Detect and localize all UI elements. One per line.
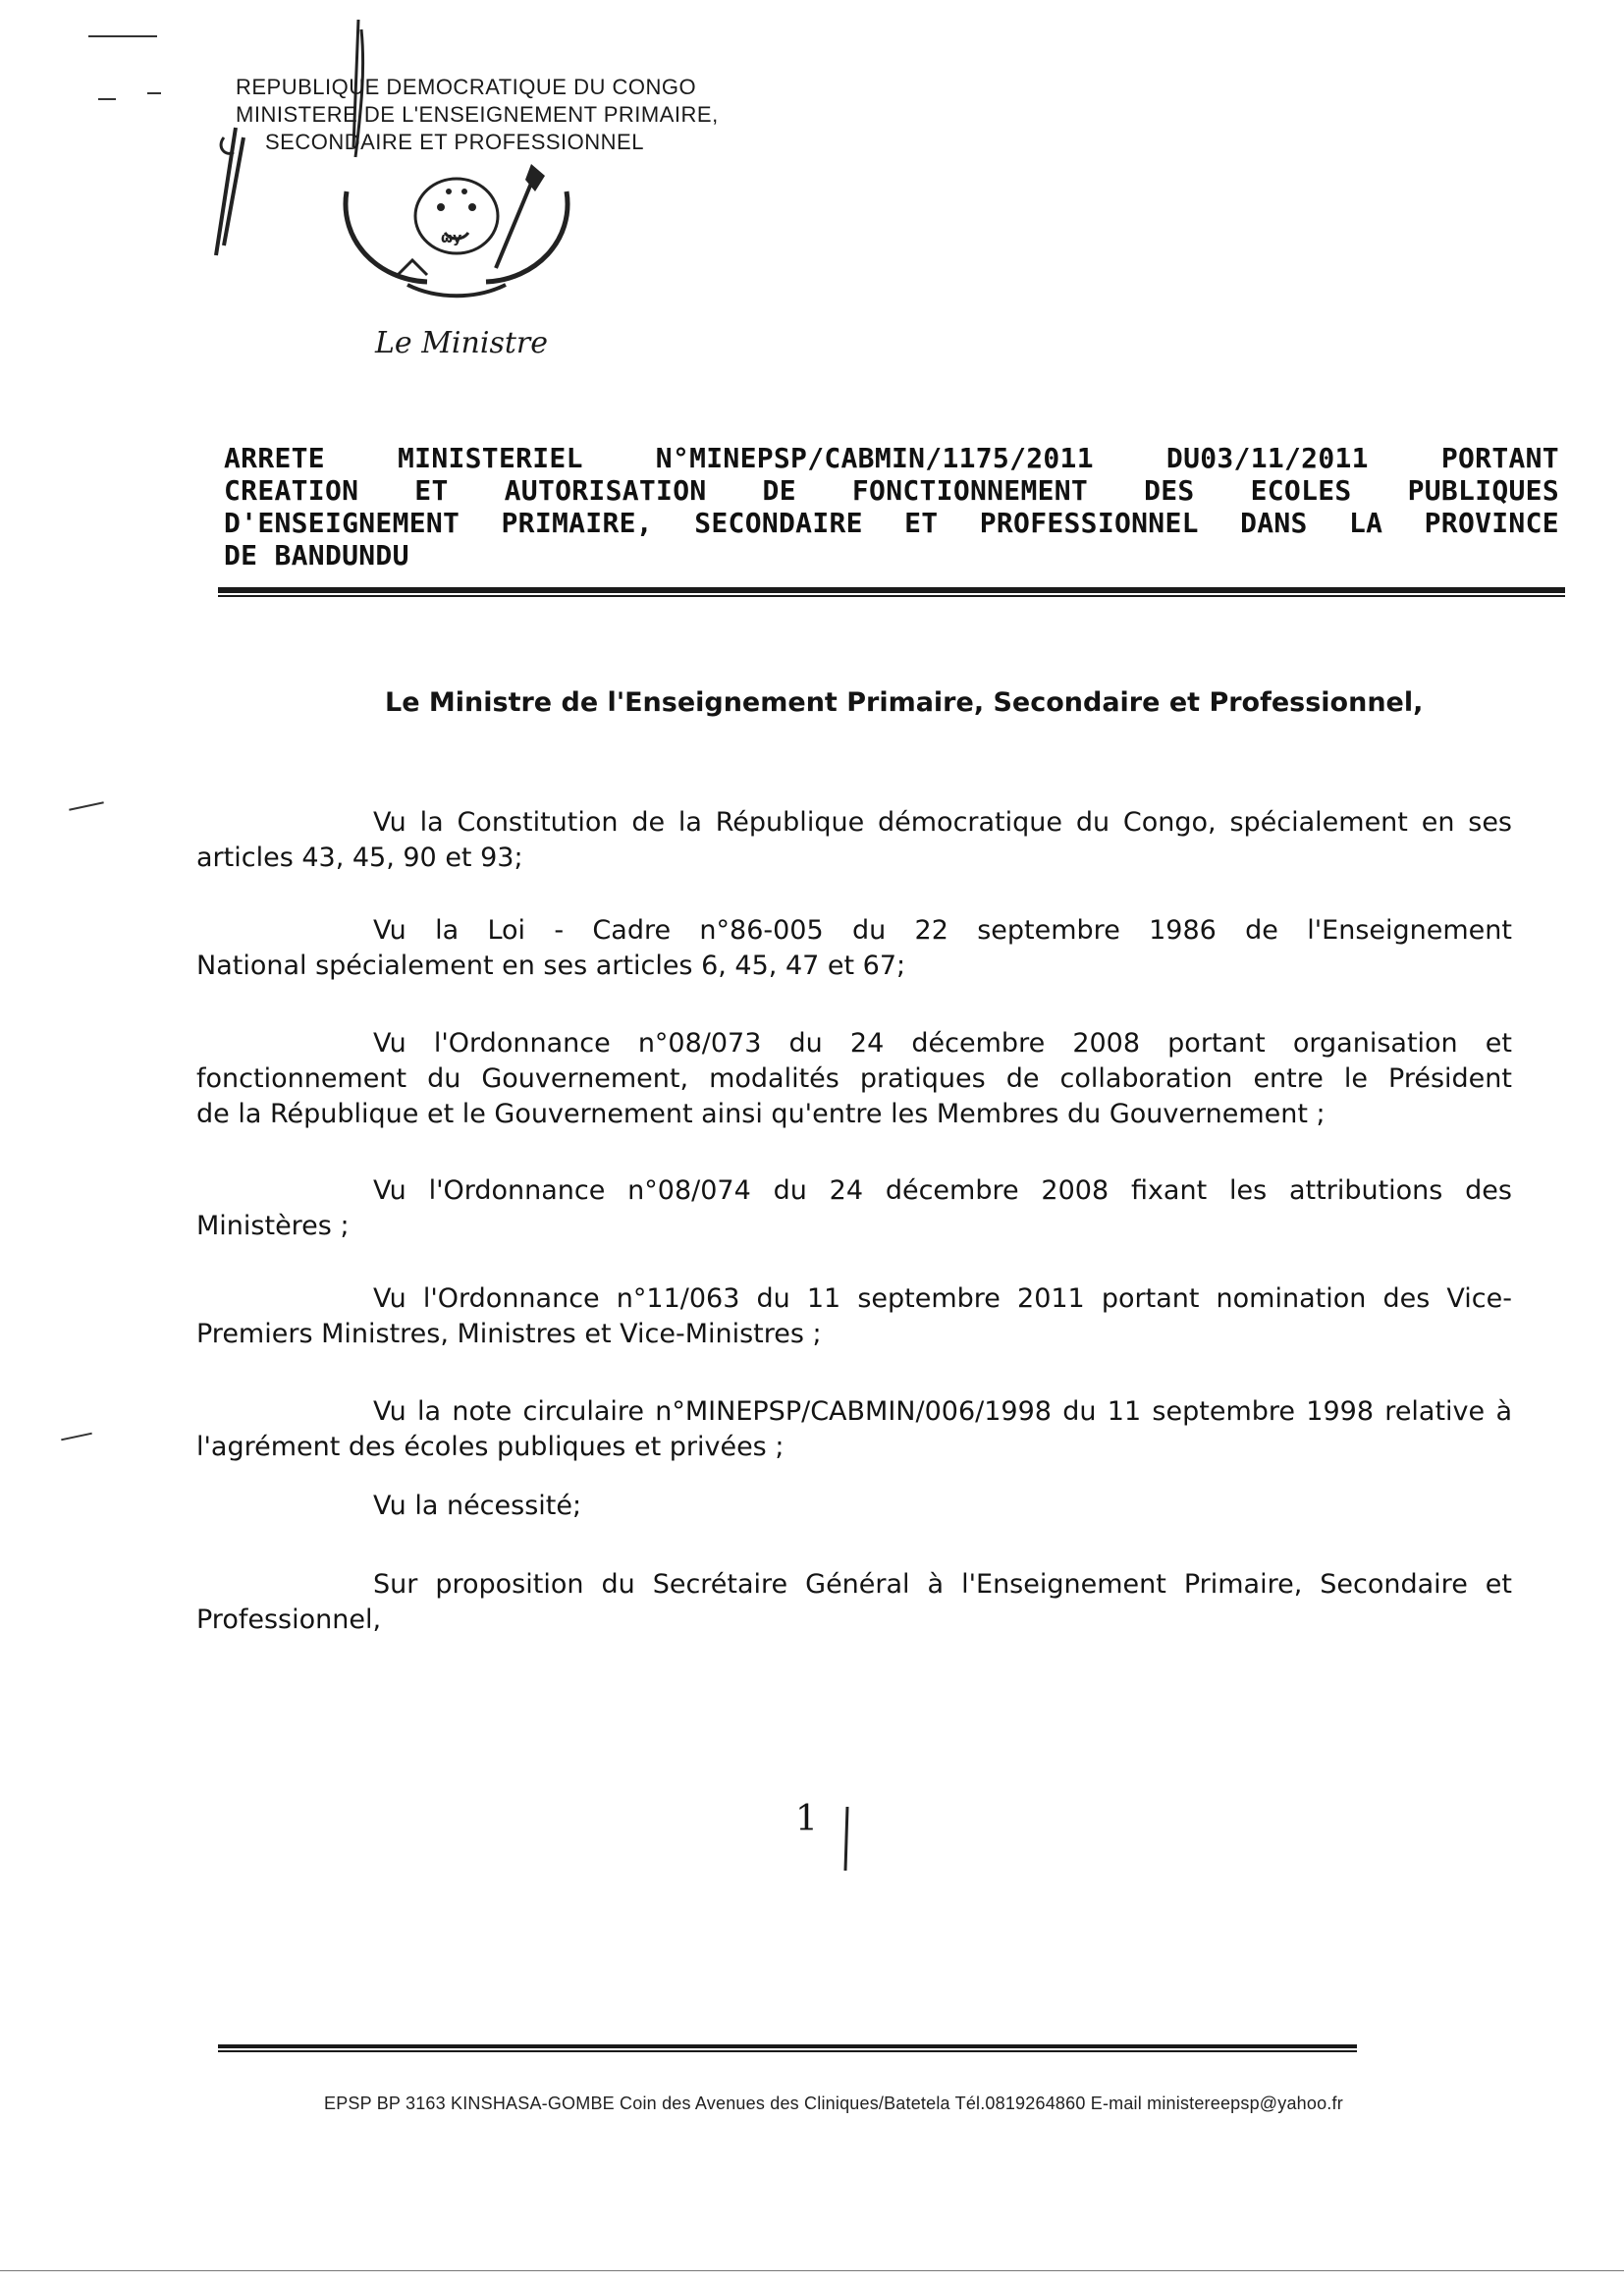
scan-edge [0, 2270, 1624, 2271]
title-word: D'ENSEIGNEMENT [224, 507, 460, 539]
title-word: ET [904, 507, 939, 539]
minister-heading: Le Ministre de l'Enseignement Primaire, Secondaire et Professionnel, [385, 687, 1424, 718]
title-word: ECOLES [1250, 474, 1352, 507]
title-line-3 [224, 507, 1559, 539]
footer-rule-thin [218, 2050, 1357, 2052]
recital-note-circulaire [196, 1394, 1512, 1465]
recital-last-line: Professionnel, [196, 1604, 382, 1635]
title-word: DE BANDUNDU [224, 539, 409, 571]
le-ministre-signature-title: Le Ministre [375, 326, 548, 360]
recital-ordonnance-11-063 [196, 1281, 1512, 1352]
recital-first-line: Vu la note circulaire n°MINEPSP/CABMIN/006/1998 du 11 septembre 1998 relative à [373, 1396, 1512, 1427]
recital-necessite [196, 1489, 1512, 1524]
svg-text:ωy: ωy [441, 231, 462, 246]
recital-last-line: Ministères ; [196, 1211, 350, 1241]
scan-mark [69, 801, 104, 810]
recital-first-line: Vu la nécessité; [373, 1491, 582, 1521]
recital-first-line: Vu la Constitution de la République démocratique du Congo, spécialement en ses [373, 807, 1512, 838]
recital-first-line: Vu l'Ordonnance n°08/073 du 24 décembre 2008 portant organisation et [373, 1028, 1512, 1059]
title-word: DU03/11/2011 [1165, 442, 1369, 474]
title-word: DANS [1240, 507, 1308, 539]
recital-first-line: Sur proposition du Secrétaire Général à l'Enseignement Primaire, Secondaire et [373, 1569, 1512, 1600]
scan-mark [61, 1433, 92, 1441]
recital-ordonnance-08-074 [196, 1173, 1512, 1244]
title-line-1 [224, 442, 1559, 474]
title-word: PUBLIQUES [1407, 474, 1559, 507]
recital-constitution [196, 805, 1512, 876]
title-word: PROVINCE [1424, 507, 1559, 539]
coat-of-arms-emblem [339, 162, 574, 304]
title-word: FONCTIONNEMENT [851, 474, 1089, 507]
title-word: DES [1144, 474, 1195, 507]
header-ministry-cont: SECONDAIRE ET PROFESSIONNEL [265, 130, 644, 154]
title-word: MINISTERIEL [398, 442, 583, 474]
title-line-4 [224, 539, 1559, 571]
footer-address: EPSP BP 3163 KINSHASA-GOMBE Coin des Avenues des Cliniques/Batetela Tél.0819264860 E-mail ministereepsp@yahoo.fr [324, 2094, 1343, 2113]
title-word: LA [1349, 507, 1383, 539]
recital-last-line: de la République et le Gouvernement ainsi qu'entre les Membres du Gouvernement ; [196, 1099, 1326, 1129]
scan-mark [147, 92, 161, 94]
title-underline-thin [218, 595, 1565, 597]
title-word: ARRETE [224, 442, 325, 474]
title-word: DE [762, 474, 796, 507]
title-word: PRIMAIRE, [501, 507, 653, 539]
recital-loi-cadre [196, 913, 1512, 984]
recital-last-line: National spécialement en ses articles 6, 45, 47 et 67; [196, 951, 906, 981]
recital-ordonnance-08-073 [196, 1026, 1512, 1132]
scan-mark [98, 98, 116, 100]
header-ministry: MINISTERE DE L'ENSEIGNEMENT PRIMAIRE, [236, 102, 719, 127]
title-word: PROFESSIONNEL [979, 507, 1199, 539]
recital-proposition [196, 1567, 1512, 1638]
header-republic: REPUBLIQUE DEMOCRATIQUE DU CONGO [236, 75, 697, 99]
recital-first-line: Vu l'Ordonnance n°11/063 du 11 septembre 2011 portant nomination des Vice- [373, 1283, 1512, 1314]
recital-last-line: Premiers Ministres, Ministres et Vice-Ministres ; [196, 1319, 822, 1349]
recital-first-line: Vu l'Ordonnance n°08/074 du 24 décembre 2008 fixant les attributions des [373, 1175, 1512, 1206]
recital-last-line: l'agrément des écoles publiques et privées ; [196, 1432, 785, 1462]
title-line-2 [224, 474, 1559, 507]
footer-rule [218, 2044, 1357, 2048]
page-number-initial [800, 1797, 859, 1876]
title-word: AUTORISATION [504, 474, 707, 507]
recital-middle-line: fonctionnement du Gouvernement, modalités pratiques de collaboration entre le Président [196, 1063, 1512, 1094]
title-word: CREATION [224, 474, 359, 507]
title-underline [218, 587, 1565, 593]
recital-first-line: Vu la Loi - Cadre n°86-005 du 22 septembre 1986 de l'Enseignement [373, 915, 1512, 946]
page-number-text: 1 [795, 1799, 818, 1839]
title-word: N°MINEPSP/CABMIN/1175/2011 [655, 442, 1094, 474]
title-word: SECONDAIRE [694, 507, 863, 539]
recital-last-line: articles 43, 45, 90 et 93; [196, 843, 523, 873]
title-word: PORTANT [1440, 442, 1559, 474]
scan-mark [88, 35, 157, 37]
title-word: ET [414, 474, 449, 507]
